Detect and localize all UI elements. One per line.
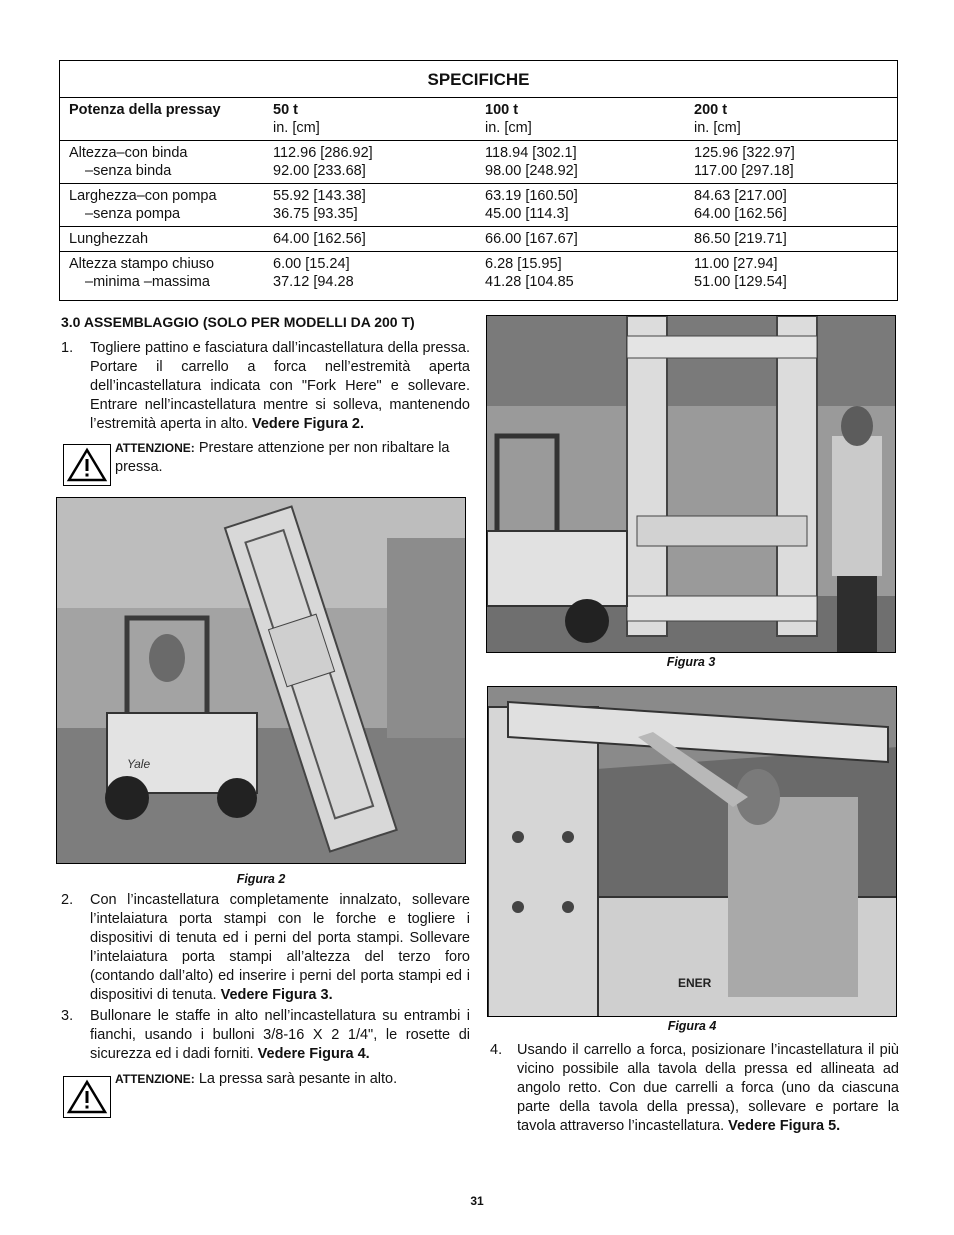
cell: 64.00 [162.56]: [694, 206, 787, 222]
specifications-table: [59, 60, 898, 301]
step-body: Togliere pattino e fasciatura dall’incastellatura della pressa. Portare il carrello a forca nell’estremità aperta dell’incastellatura indicata con "Fork Here" e sollevare. Entrare nell’incastellatura mentre si solleva, mantenendo l’estremità aperta in alto.: [90, 340, 470, 432]
press-frame-forklift-image: [487, 316, 896, 653]
step-number: 4.: [490, 1042, 503, 1058]
step-number: 2.: [61, 892, 74, 908]
warning-label: ATTENZIONE:: [115, 1072, 195, 1086]
figure-reference: Vedere Figura 3.: [220, 987, 333, 1003]
cell: 117.00 [297.18]: [694, 163, 794, 179]
warning-box: [63, 1076, 111, 1118]
warning-text: [115, 1070, 470, 1089]
forklift-lifting-press-image: [57, 498, 466, 864]
warning-label: ATTENZIONE:: [115, 441, 195, 455]
col-50-cap: 50 t: [273, 102, 298, 118]
header-label: Potenza della pressay: [69, 102, 221, 118]
step-number: 1.: [61, 340, 74, 356]
row-sublabel: –senza pompa: [85, 206, 181, 222]
step-text: [90, 891, 470, 1005]
figure-reference: Vedere Figura 5.: [728, 1118, 841, 1134]
col-200-unit: in. [cm]: [694, 120, 741, 136]
step-body: Usando il carrello a forca, posizionare l’incastellatura il più vicino possibile alla tavola della pressa ed allineata ad angolo retto. Con due carrelli a forca (uno da ciascuna parte della tavola della pressa), sollevare e portare la tavola attraverso l’incastellatura.: [517, 1042, 899, 1134]
figure-4-photo: [487, 686, 897, 1017]
row-label: Altezza–con binda: [69, 145, 188, 161]
cell: 118.94 [302.1]: [485, 145, 577, 161]
cell: 36.75 [93.35]: [273, 206, 358, 222]
page-number: 31: [470, 1194, 484, 1208]
col-200-cap: 200 t: [694, 102, 728, 118]
press-brand: ENER: [678, 976, 712, 990]
col-100-unit: in. [cm]: [485, 120, 532, 136]
forklift-brand: Yale: [127, 757, 151, 771]
warning-triangle-icon: [66, 447, 108, 483]
row-label: Altezza stampo chiuso: [69, 256, 215, 272]
figure-3-caption: Figura 3: [666, 655, 716, 669]
figure-3-photo: [486, 315, 896, 653]
row-sublabel: –minima –massima: [85, 274, 210, 290]
row-label: Lunghezzah: [69, 231, 149, 247]
warning-body: La pressa sarà pesante in alto.: [198, 1071, 398, 1087]
row-label: Larghezza–con pompa: [69, 188, 217, 204]
table-title: SPECIFICHE: [60, 61, 897, 98]
cell: 37.12 [94.28: [273, 274, 354, 290]
table-header-row: [60, 98, 897, 141]
warning-triangle-icon: [66, 1079, 108, 1115]
cell: 63.19 [160.50]: [485, 188, 578, 204]
section-heading: 3.0 ASSEMBLAGGIO (SOLO PER MODELLI DA 200 T): [61, 314, 415, 330]
warning-box: [63, 444, 111, 486]
cell: 66.00 [167.67]: [485, 231, 578, 247]
cell: 6.00 [15.24]: [273, 256, 350, 272]
warning-text: [115, 439, 470, 477]
figure-reference: Vedere Figura 2.: [252, 416, 365, 432]
step-text: [90, 339, 470, 434]
cell: 84.63 [217.00]: [694, 188, 787, 204]
cell: 86.50 [219.71]: [694, 231, 787, 247]
table-row: [60, 184, 897, 227]
warning-body: Prestare attenzione per non ribaltare la pressa.: [115, 440, 450, 475]
cell: 92.00 [233.68]: [273, 163, 366, 179]
step-body: Con l’incastellatura completamente innalzato, sollevare l’intelaiatura porta stampi con le forche e togliere i dispositivi di tenuta ed i perni del porta stampi. Sollevare l’intelaiatura porta stampi all’altezza del terzo foro (contando dall’alto) ed inserire i perni del porta stampi ed i dispositivi di tenuta.: [90, 892, 470, 1003]
step-number: 3.: [61, 1008, 74, 1024]
col-50-unit: in. [cm]: [273, 120, 320, 136]
cell: 125.96 [322.97]: [694, 145, 795, 161]
step-text: [90, 1007, 470, 1064]
table-row: [60, 252, 897, 300]
cell: 51.00 [129.54]: [694, 274, 787, 290]
col-100-cap: 100 t: [485, 102, 519, 118]
figure-2-photo: [56, 497, 466, 864]
cell: 41.28 [104.85: [485, 274, 574, 290]
cell: 98.00 [248.92]: [485, 163, 578, 179]
figure-reference: Vedere Figura 4.: [257, 1046, 370, 1062]
cell: 6.28 [15.95]: [485, 256, 562, 272]
row-sublabel: –senza binda: [85, 163, 172, 179]
figure-4-caption: Figura 4: [667, 1019, 717, 1033]
cell: 112.96 [286.92]: [273, 145, 373, 161]
table-row: [60, 227, 897, 252]
cell: 64.00 [162.56]: [273, 231, 366, 247]
step-body: Bullonare le staffe in alto nell’incastellatura su entrambi i fianchi, usando i bulloni 3/8-16 X 2 1/4", le rosette di sicurezza ed i dadi forniti.: [90, 1008, 470, 1062]
figure-2-caption: Figura 2: [236, 872, 286, 886]
bolting-brackets-image: [488, 687, 897, 1017]
cell: 45.00 [114.3]: [485, 206, 569, 222]
cell: 11.00 [27.94]: [694, 256, 778, 272]
table-row: [60, 141, 897, 184]
cell: 55.92 [143.38]: [273, 188, 366, 204]
step-text: [517, 1041, 899, 1136]
